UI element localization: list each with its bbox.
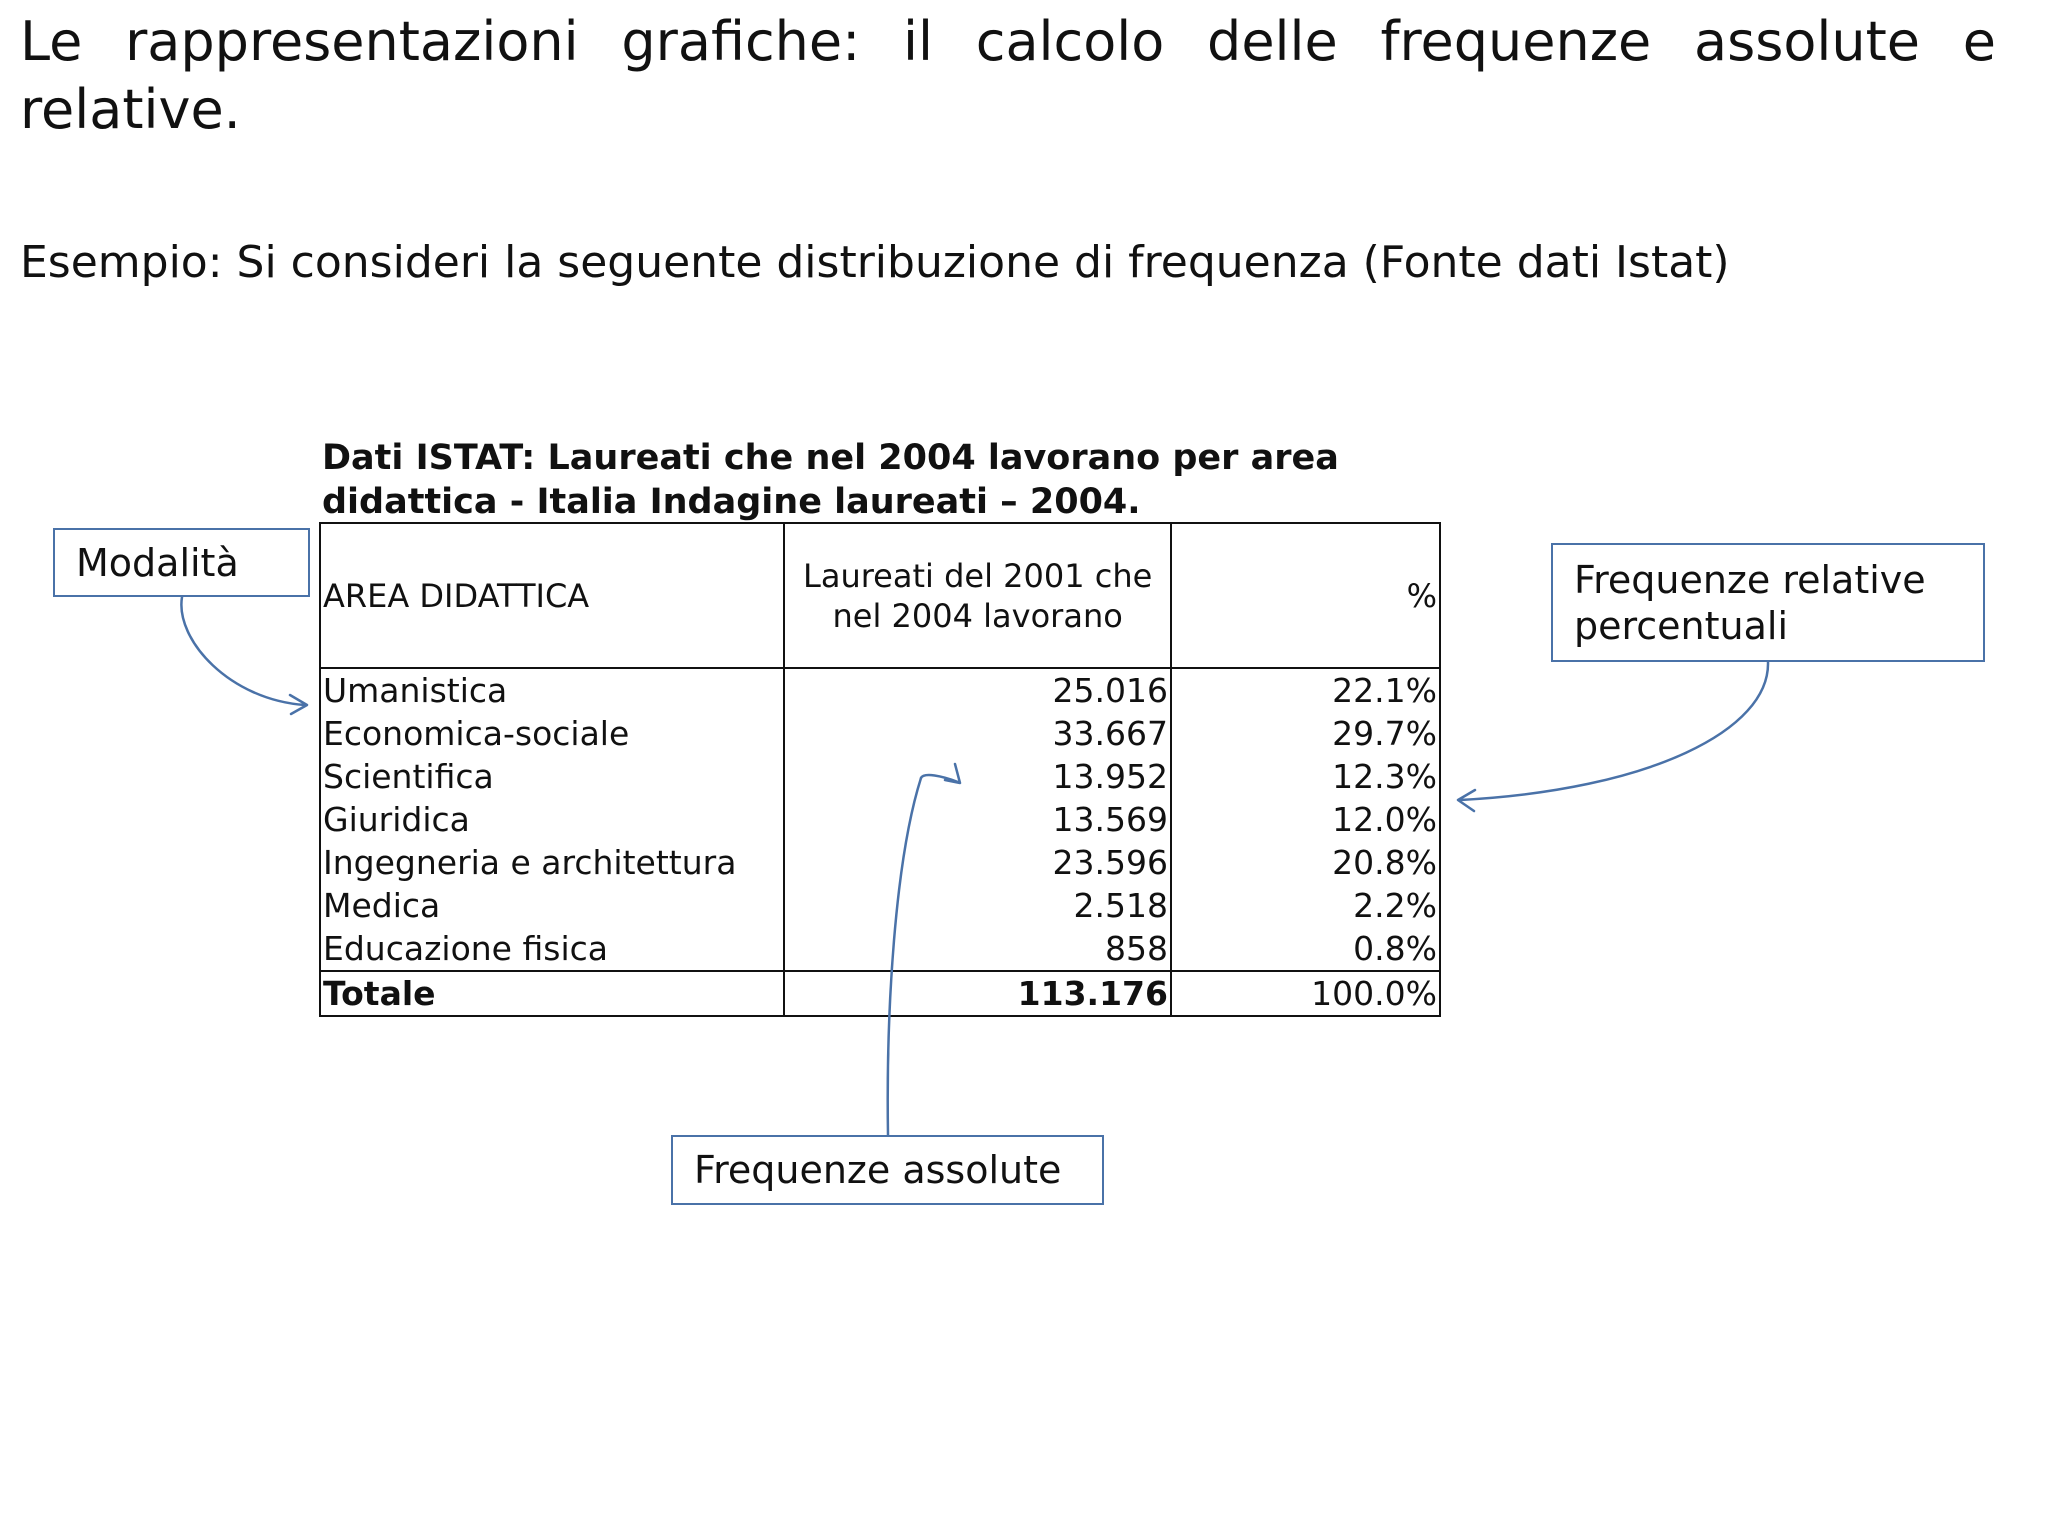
cell-count: 13.952 xyxy=(784,755,1171,798)
table-row xyxy=(320,798,1440,841)
cell-percent: 20.8% xyxy=(1171,841,1440,884)
relative-arrow-head xyxy=(1458,790,1475,811)
modalita-arrow-head xyxy=(290,695,307,714)
table-caption-line-2: didattica - Italia Indagine laureati – 2004. xyxy=(322,482,1141,522)
table-total-row xyxy=(320,971,1440,1016)
cell-count: 25.016 xyxy=(784,668,1171,712)
cell-percent: 12.3% xyxy=(1171,755,1440,798)
total-percent: 100.0% xyxy=(1171,971,1440,1016)
table-row xyxy=(320,884,1440,927)
slide-title: Le rappresentazioni grafiche: il calcolo delle frequenze assolute e relative. xyxy=(20,10,1996,141)
cell-count: 2.518 xyxy=(784,884,1171,927)
callout-frequenze-assolute: Frequenze assolute xyxy=(671,1135,1104,1205)
cell-area: Economica-sociale xyxy=(320,712,784,755)
table-caption-line-1: Dati ISTAT: Laureati che nel 2004 lavorano per area xyxy=(322,438,1339,478)
table-row xyxy=(320,841,1440,884)
total-count: 113.176 xyxy=(784,971,1171,1016)
cell-count: 33.667 xyxy=(784,712,1171,755)
callout-frequenze-relative: Frequenze relative percentuali xyxy=(1551,543,1985,662)
cell-area: Umanistica xyxy=(320,668,784,712)
cell-percent: 29.7% xyxy=(1171,712,1440,755)
table-row xyxy=(320,755,1440,798)
cell-area: Medica xyxy=(320,884,784,927)
table-row xyxy=(320,668,1440,712)
cell-percent: 0.8% xyxy=(1171,927,1440,971)
total-area: Totale xyxy=(320,971,784,1016)
cell-area: Giuridica xyxy=(320,798,784,841)
cell-area: Scientifica xyxy=(320,755,784,798)
relative-arrow-line xyxy=(1460,662,1768,800)
table-row xyxy=(320,927,1440,971)
cell-area: Educazione fisica xyxy=(320,927,784,971)
header-area: AREA DIDATTICA xyxy=(320,523,784,668)
header-percent: % xyxy=(1171,523,1440,668)
table-header-row xyxy=(320,523,1440,668)
cell-percent: 22.1% xyxy=(1171,668,1440,712)
modalita-arrow-line xyxy=(181,597,305,705)
callout-modalita: Modalità xyxy=(53,528,310,597)
cell-percent: 12.0% xyxy=(1171,798,1440,841)
cell-count: 13.569 xyxy=(784,798,1171,841)
cell-count: 23.596 xyxy=(784,841,1171,884)
frequency-table xyxy=(319,522,1441,1017)
cell-count: 858 xyxy=(784,927,1171,971)
cell-percent: 2.2% xyxy=(1171,884,1440,927)
table-row xyxy=(320,712,1440,755)
cell-area: Ingegneria e architettura xyxy=(320,841,784,884)
header-count: Laureati del 2001 che nel 2004 lavorano xyxy=(784,523,1171,668)
slide-subtitle: Esempio: Si consideri la seguente distribuzione di frequenza (Fonte dati Istat) xyxy=(20,237,1730,288)
table-caption xyxy=(322,436,1339,524)
